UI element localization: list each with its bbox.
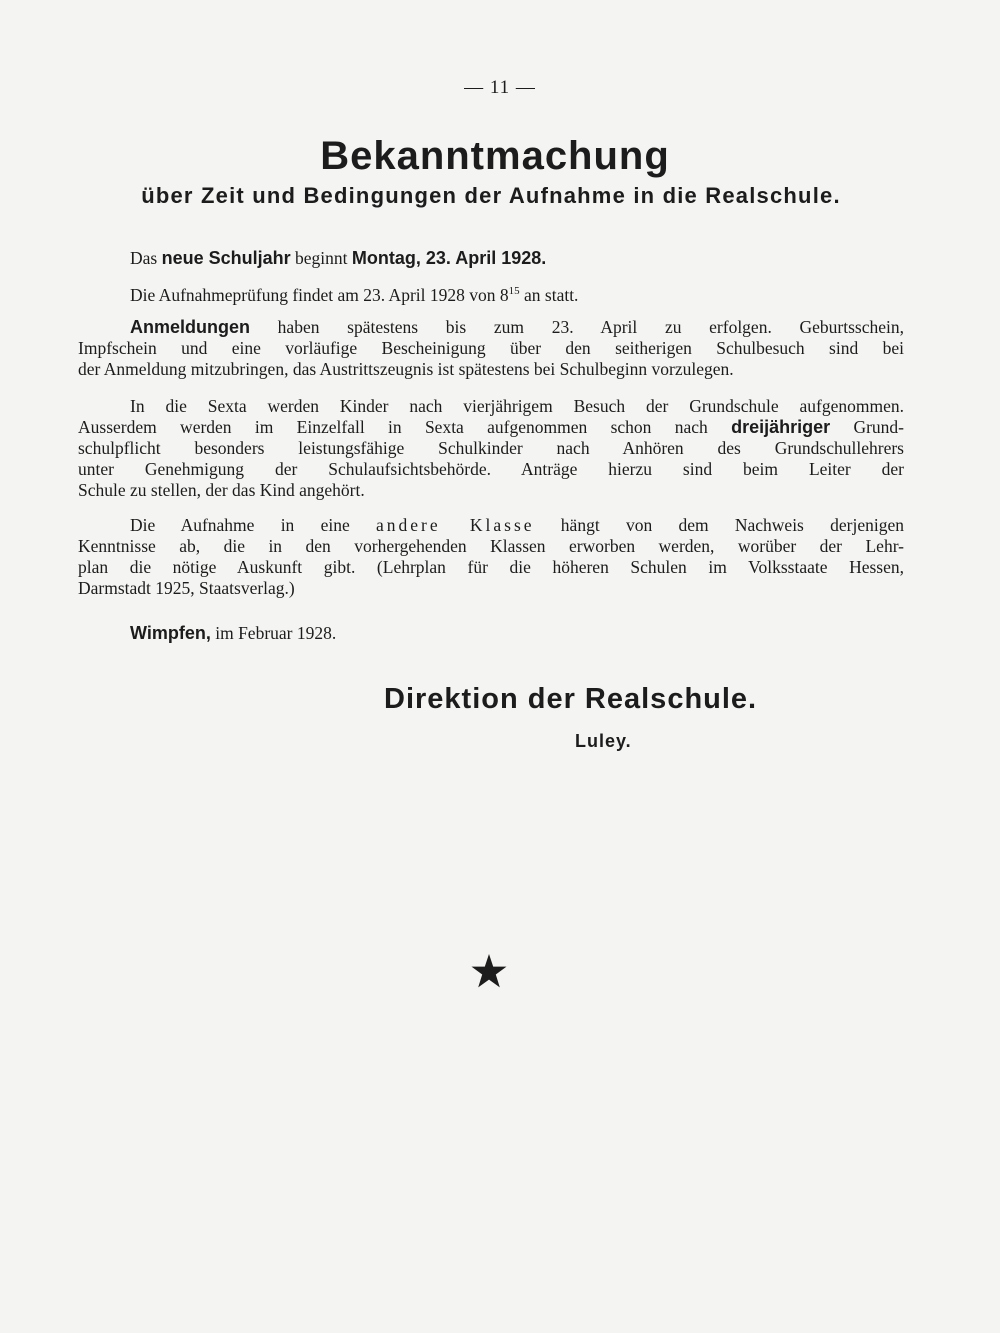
paragraph-other-class [78,515,904,599]
paragraph-line: Das neue Schuljahr beginnt Montag, 23. April 1928. [130,248,547,268]
paragraph-line: unter Genehmigung der Schulaufsichtsbehörde. Anträge hierzu sind beim Leiter der [78,459,904,479]
paragraph-line: Wimpfen, im Februar 1928. [130,623,337,643]
paragraph-exam-date [78,285,904,306]
paragraph-school-year [78,248,904,269]
paragraph-line: Impfschein und eine vorläufige Bescheinigung über den seitherigen Schulbesuch sind bei [78,338,904,358]
signature-name: Luley. [575,731,632,751]
paragraph-line: In die Sexta werden Kinder nach vierjährigem Besuch der Grundschule aufgenommen. [130,396,904,416]
paragraph-line: Kenntnisse ab, die in den vorhergehenden Klassen erworben werden, worüber der Lehr- [78,536,904,556]
paragraph-line: Schule zu stellen, der das Kind angehört. [78,480,365,500]
star-icon [467,950,511,994]
paragraph-line: der Anmeldung mitzubringen, das Austrittszeugnis ist spätestens bei Schulbeginn vorzulegen. [78,359,734,379]
paragraph-line: Darmstadt 1925, Staatsverlag.) [78,578,295,598]
page-subtitle: über Zeit und Bedingungen der Aufnahme in die Realschule. [141,183,841,208]
paragraph-line: Ausserdem werden im Einzelfall in Sexta aufgenommen schon nach dreijähriger Grund- [78,417,905,437]
paragraph-line: schulpflicht besonders leistungsfähige Schulkinder nach Anhören des Grundschullehrers [78,438,904,458]
paragraph-registration [78,317,904,380]
dateline [78,623,904,644]
paragraph-line: Die Aufnahme in eine andere Klasse hängt von dem Nachweis derjenigen [130,515,904,535]
direktion-heading: Direktion der Realschule. [384,683,758,715]
paragraph-line: plan die nötige Auskunft gibt. (Lehrplan für die höheren Schulen im Volksstaate Hessen, [78,557,904,577]
page-number: — 11 — [464,77,536,98]
paragraph-line: Die Aufnahmeprüfung findet am 23. April 1928 von $8^{15}$ an statt. [130,285,579,305]
paragraph-line: Anmeldungen haben spätestens bis zum 23. April zu erfolgen. Geburtsschein, [130,317,904,337]
page-title: Bekanntmachung [320,134,670,178]
paragraph-sexta [78,396,904,501]
